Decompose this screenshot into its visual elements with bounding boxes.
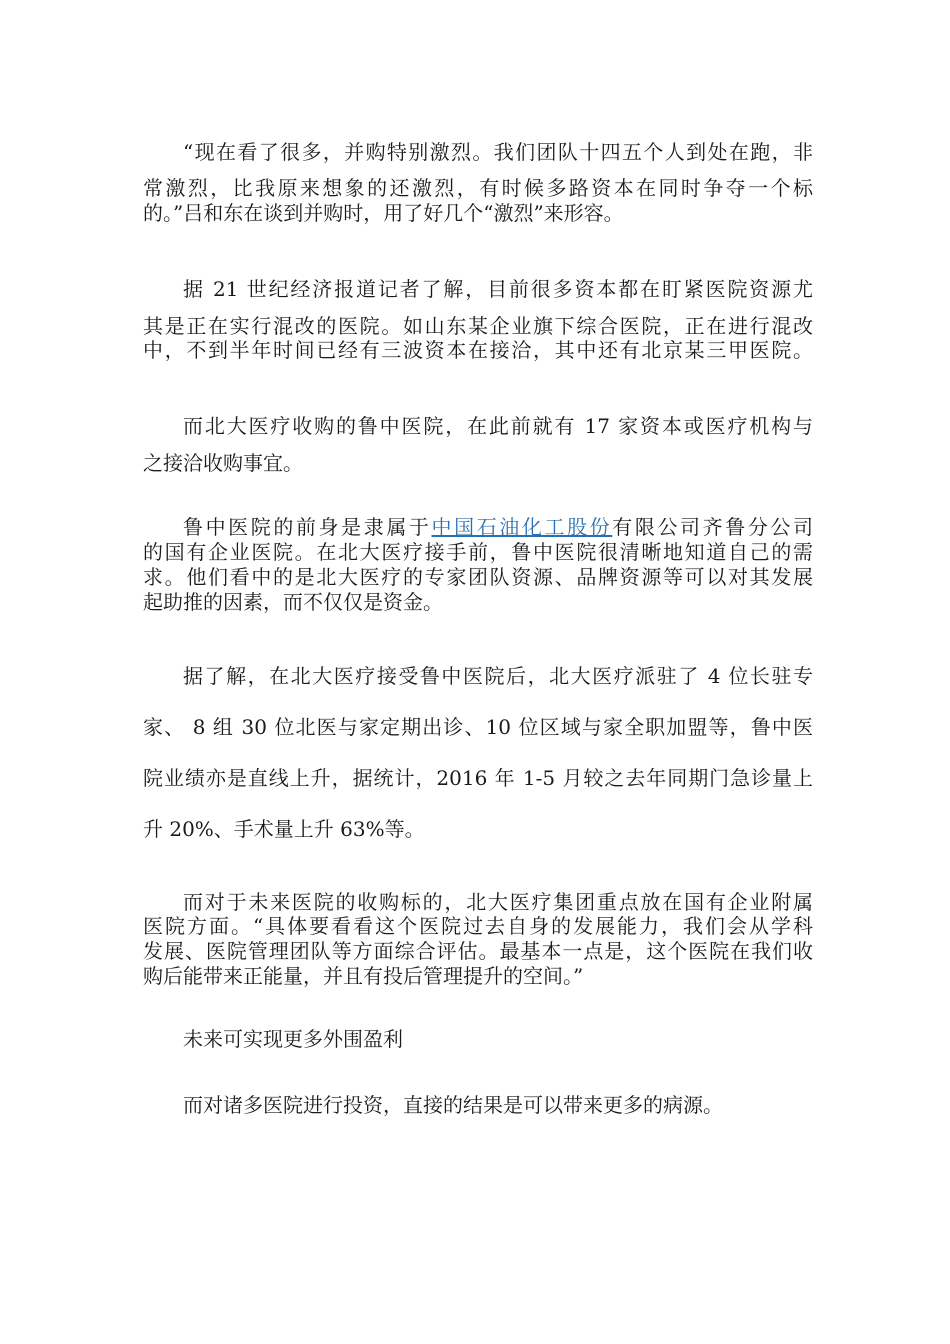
paragraph-line: 其是正在实行混改的医院。如山东某企业旗下综合医院，正在进行混改 xyxy=(143,314,813,338)
paragraph-line: 中，不到半年时间已经有三波资本在接洽，其中还有北京某三甲医院。 xyxy=(143,338,813,362)
paragraph-line: 家、 8 组 30 位北医与家定期出诊、10 位区域与家全职加盟等，鲁中医 xyxy=(143,715,813,739)
paragraph-line: 升 20%、手术量上升 63%等。 xyxy=(143,817,425,841)
paragraph-line: 发展、医院管理团队等方面综合评估。最基本一点是，这个医院在我们收 xyxy=(143,939,813,963)
text-span: 有限公司齐鲁分公司 xyxy=(612,515,813,539)
paragraph-line xyxy=(183,514,813,540)
paragraph-line: 购后能带来正能量，并且有投后管理提升的空间。” xyxy=(143,964,584,988)
paragraph-line: 的。”吕和东在谈到并购时，用了好几个“激烈”来形容。 xyxy=(143,201,624,225)
paragraph-line: 之接洽收购事宜。 xyxy=(143,451,303,475)
paragraph-line: 常激烈，比我原来想象的还激烈，有时候多路资本在同时争夺一个标 xyxy=(143,176,813,200)
paragraph-line: 医院方面。“具体要看看这个医院过去自身的发展能力，我们会从学科 xyxy=(143,914,813,938)
company-link[interactable]: 中国石油化工股份 xyxy=(431,515,613,539)
paragraph-line: 而北大医疗收购的鲁中医院，在此前就有 17 家资本或医疗机构与 xyxy=(183,414,813,438)
paragraph-line: 据了解，在北大医疗接受鲁中医院后，北大医疗派驻了 4 位长驻专 xyxy=(183,664,813,688)
paragraph-line: 院业绩亦是直线上升，据统计，2016 年 1-5 月较之去年同期门急诊量上 xyxy=(143,766,813,790)
paragraph-line: 而对于未来医院的收购标的，北大医疗集团重点放在国有企业附属 xyxy=(183,890,813,914)
paragraph-line: 起助推的因素，而不仅仅是资金。 xyxy=(143,590,443,614)
text-span: 鲁中医院的前身是隶属于 xyxy=(183,515,432,539)
paragraph-line: 的国有企业医院。在北大医疗接手前，鲁中医院很清晰地知道自己的需 xyxy=(143,540,813,564)
section-heading: 未来可实现更多外围盈利 xyxy=(183,1027,403,1051)
paragraph-line: “现在看了很多，并购特别激烈。我们团队十四五个人到处在跑，非 xyxy=(183,140,813,164)
paragraph-line: 而对诸多医院进行投资，直接的结果是可以带来更多的病源。 xyxy=(183,1093,723,1117)
paragraph-line: 求。他们看中的是北大医疗的专家团队资源、品牌资源等可以对其发展 xyxy=(143,565,813,589)
paragraph-line: 据 21 世纪经济报道记者了解，目前很多资本都在盯紧医院资源尤 xyxy=(183,277,813,301)
